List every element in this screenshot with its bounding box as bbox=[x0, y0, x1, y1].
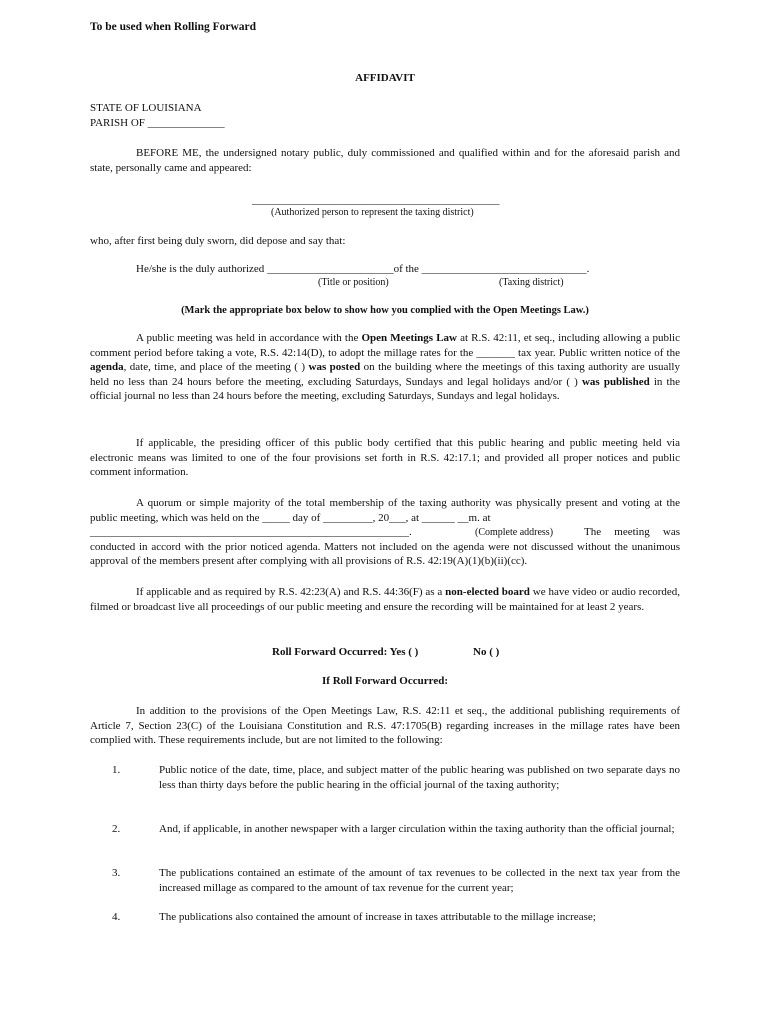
intro-paragraph: BEFORE ME, the undersigned notary public, duly commissioned and qualified within and for the aforesaid parish and state, personally came and appeared: bbox=[90, 147, 680, 174]
para4-text-c: we have video or audio recorded, filmed or broadcast live all proceedings of our public meeting and ensure the recording will be maintained for at least 2 years. bbox=[90, 586, 680, 613]
authorized-line bbox=[136, 262, 589, 277]
quorum-paragraph-rest: The meeting was conducted in accord with the prior noticed agenda. Matters not included on the agenda were not discussed without the unanimous approval of the members present after complying with all provisions of R.S. 42:19(A)(1)(b)(ii)(cc). bbox=[90, 526, 680, 568]
electronic-meeting-paragraph: If applicable, the presiding officer of this public body certified that this public hearing and public meeting held via electronic means was limited to one of the four provisions set forth in R.S. 42:17.1; and provided all proper notices and public comment information. bbox=[90, 437, 680, 479]
publishing-requirements-paragraph: In addition to the provisions of the Open Meetings Law, R.S. 42:11 et seq., the additional publishing requirements of Article 7, Section 23(C) of the Louisiana Constitution and R.S. 47:1705(B) regarding increases in the millage rates have been complied with. These requirements include, but are not limited to the following: bbox=[90, 705, 680, 747]
parish-line[interactable]: PARISH OF ______________ bbox=[90, 117, 225, 129]
non-elected-board-bold: non-elected board bbox=[445, 586, 530, 598]
para1-text-g: on the building where the meetings of this taxing authority are usually held no less than 24 hours before the meeting, excluding Saturdays, Sundays and legal holidays and/or ( ) bbox=[90, 361, 680, 388]
sworn-statement: who, after first being duly sworn, did depose and say that: bbox=[90, 235, 346, 247]
usage-note: To be used when Rolling Forward bbox=[90, 21, 257, 33]
list-item-4-text: The publications also contained the amount of increase in taxes attributable to the millage increase; bbox=[159, 911, 596, 923]
list-item-2-number: 2. bbox=[112, 823, 121, 835]
district-caption: (Taxing district) bbox=[499, 277, 564, 288]
list-item-1-text: Public notice of the date, time, place, and subject matter of the public hearing was published on two separate days no less than thirty days before the public hearing in the official journal of the taxing authority; bbox=[159, 764, 680, 791]
if-roll-forward-heading: If Roll Forward Occurred: bbox=[322, 675, 448, 687]
para1-text-c: at R.S. 42:11, et seq., including allowing a public comment period before taking a vote, R.S. 42:14(D), to adopt the millage rates for the _______ tax year. Public written notice of the bbox=[90, 332, 680, 359]
of-the-text: of the bbox=[393, 263, 419, 275]
signature-line[interactable]: _____________________________________________ bbox=[252, 194, 500, 206]
non-elected-board-paragraph bbox=[90, 585, 680, 614]
list-item-4-number: 4. bbox=[112, 911, 121, 923]
quorum-paragraph-line1: A quorum or simple majority of the total membership of the taxing authority was physically present and voting at the public meeting, which was held on the _____ day of _________, 20___, at ______ __m. at bbox=[90, 497, 680, 524]
para1-text-a: A public meeting was held in accordance with the bbox=[136, 332, 362, 344]
state-line: STATE OF LOUISIANA bbox=[90, 102, 202, 114]
address-caption: (Complete address) bbox=[475, 527, 554, 538]
authorized-prefix: He/she is the duly authorized bbox=[136, 263, 265, 275]
para1-text-i: in the official journal no less than 24 hours before the meeting, excluding Saturdays, Sundays and legal holidays. bbox=[90, 375, 680, 403]
instruction-text: (Mark the appropriate box below to show how you complied with the Open Meetings Law.) bbox=[181, 305, 589, 316]
signature-caption: (Authorized person to represent the taxing district) bbox=[271, 207, 474, 218]
open-meetings-paragraph bbox=[90, 331, 680, 404]
address-blank[interactable]: __________________________________________________________. bbox=[90, 526, 412, 538]
list-item-2-text: And, if applicable, in another newspaper with a larger circulation within the taxing authority than the official journal; bbox=[159, 823, 675, 835]
para1-text-e: , date, time, and place of the meeting ( ) bbox=[123, 361, 309, 374]
agenda-bold: agenda bbox=[90, 361, 124, 374]
roll-forward-yes[interactable]: Roll Forward Occurred: Yes ( ) bbox=[272, 646, 419, 658]
list-item-3-number: 3. bbox=[112, 867, 121, 879]
title-caption: (Title or position) bbox=[318, 277, 389, 288]
title-blank[interactable]: _______________________ bbox=[267, 263, 394, 275]
was-published-bold: was published bbox=[581, 375, 650, 388]
para4-text-a: If applicable and as required by R.S. 42:23(A) and R.S. 44:36(F) as a bbox=[136, 586, 446, 598]
list-item-1-number: 1. bbox=[112, 764, 121, 776]
roll-forward-no[interactable]: No ( ) bbox=[473, 646, 500, 658]
list-item-3-text: The publications contained an estimate of the amount of tax revenues to be collected in the next tax year from the increased millage as compared to the amount of tax revenue for the current year; bbox=[159, 867, 680, 894]
document-title: AFFIDAVIT bbox=[355, 72, 415, 84]
district-blank[interactable]: ______________________________. bbox=[421, 263, 590, 275]
open-meetings-law-bold: Open Meetings Law bbox=[361, 332, 457, 344]
was-posted-bold: was posted bbox=[308, 361, 361, 374]
